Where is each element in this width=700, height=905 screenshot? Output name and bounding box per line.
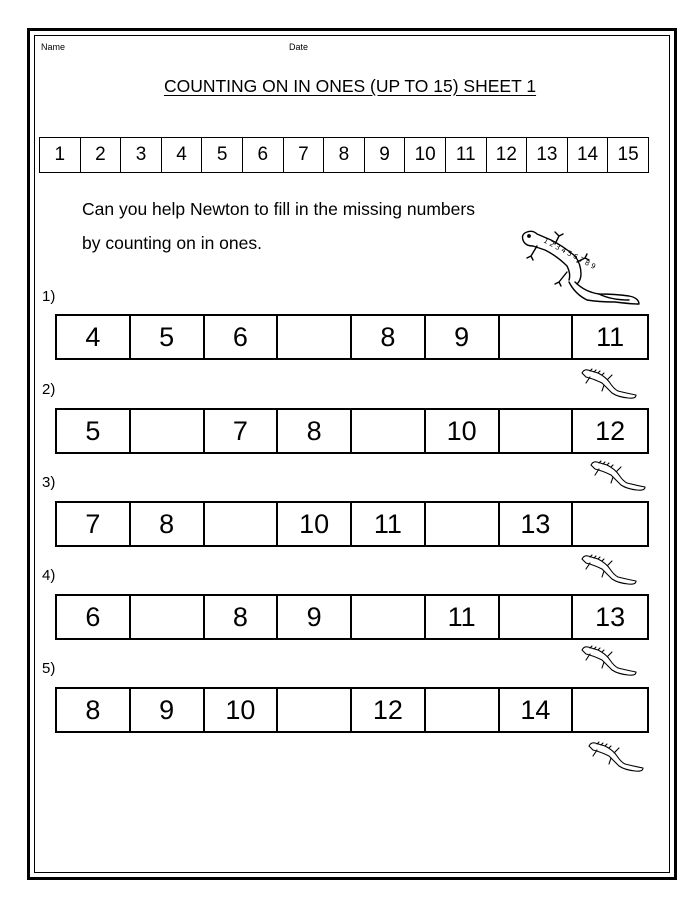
number-box: 14 bbox=[500, 689, 574, 731]
number-box: 8 bbox=[278, 410, 352, 452]
newt-icon bbox=[578, 365, 640, 403]
question-number: 3) bbox=[42, 474, 56, 491]
number-box: 13 bbox=[500, 503, 574, 545]
newt-icon bbox=[578, 551, 640, 589]
number-box: 11 bbox=[596, 321, 625, 352]
number-line-cell: 14 bbox=[568, 138, 609, 172]
number-box: 8 bbox=[352, 316, 426, 358]
name-label: Name bbox=[41, 42, 66, 52]
number-box: 10 bbox=[426, 410, 500, 452]
question-number: 1) bbox=[42, 288, 56, 305]
answer-box[interactable] bbox=[278, 689, 352, 731]
number-box: 7 bbox=[57, 503, 131, 545]
number-line-cell: 13 bbox=[527, 138, 568, 172]
date-label: Date bbox=[289, 42, 309, 52]
answer-box[interactable] bbox=[426, 503, 500, 545]
number-box: 10 bbox=[205, 689, 279, 731]
number-line-cell: 4 bbox=[162, 138, 203, 172]
number-row-2 bbox=[55, 408, 649, 454]
newt-icon bbox=[585, 738, 647, 778]
answer-box[interactable] bbox=[573, 689, 647, 731]
question-number: 2) bbox=[42, 381, 56, 398]
number-box: 12 bbox=[595, 415, 626, 446]
answer-box[interactable] bbox=[278, 316, 352, 358]
instructions bbox=[82, 192, 475, 260]
number-line-cell: 10 bbox=[405, 138, 446, 172]
number-box: 13 bbox=[595, 601, 626, 632]
number-line-cell: 2 bbox=[81, 138, 122, 172]
number-box: 11 bbox=[352, 503, 426, 545]
number-box: 8 bbox=[131, 503, 205, 545]
answer-box[interactable] bbox=[500, 596, 574, 638]
answer-box[interactable] bbox=[131, 596, 205, 638]
number-box: 4 bbox=[57, 316, 131, 358]
number-box: 9 bbox=[278, 596, 352, 638]
newt-icon bbox=[587, 457, 649, 495]
answer-box[interactable] bbox=[500, 410, 574, 452]
number-box: 5 bbox=[57, 410, 131, 452]
number-box: 12 bbox=[352, 689, 426, 731]
answer-box[interactable] bbox=[131, 410, 205, 452]
number-box: 9 bbox=[426, 316, 500, 358]
answer-box[interactable] bbox=[426, 689, 500, 731]
answer-box[interactable] bbox=[573, 503, 647, 545]
number-row-4 bbox=[55, 594, 649, 640]
newt-icon bbox=[578, 642, 640, 680]
number-box: 8 bbox=[205, 596, 279, 638]
answer-box[interactable] bbox=[352, 410, 426, 452]
instructions-line-2: by counting on in ones. bbox=[82, 233, 262, 253]
number-box: 8 bbox=[57, 689, 131, 731]
newt-number-label: 1 2 3 4 5 6 7 8 9 bbox=[542, 236, 597, 271]
number-line-cell: 7 bbox=[284, 138, 325, 172]
number-line bbox=[39, 137, 649, 173]
number-box: 10 bbox=[278, 503, 352, 545]
answer-box[interactable] bbox=[352, 596, 426, 638]
question-number: 4) bbox=[42, 567, 56, 584]
answer-box[interactable] bbox=[500, 316, 574, 358]
worksheet-title: COUNTING ON IN ONES (UP TO 15) SHEET 1 bbox=[163, 76, 537, 96]
number-line-cell: 3 bbox=[121, 138, 162, 172]
number-line-cell: 9 bbox=[365, 138, 406, 172]
instructions-line-1: Can you help Newton to fill in the missing numbers bbox=[82, 199, 475, 219]
number-box: 5 bbox=[131, 316, 205, 358]
number-box: 6 bbox=[57, 596, 131, 638]
number-box: 11 bbox=[426, 596, 500, 638]
newt-icon bbox=[515, 222, 645, 312]
number-box: 6 bbox=[205, 316, 279, 358]
number-row-3 bbox=[55, 501, 649, 547]
number-line-cell: 1 bbox=[40, 138, 81, 172]
question-number: 5) bbox=[42, 660, 56, 677]
number-row-1 bbox=[55, 314, 649, 360]
number-line-cell: 5 bbox=[202, 138, 243, 172]
number-box: 7 bbox=[205, 410, 279, 452]
number-line-cell: 12 bbox=[487, 138, 528, 172]
number-box: 9 bbox=[131, 689, 205, 731]
number-row-5 bbox=[55, 687, 649, 733]
answer-box[interactable] bbox=[205, 503, 279, 545]
number-line-cell: 6 bbox=[243, 138, 284, 172]
number-line-cell: 15 bbox=[608, 138, 649, 172]
number-line-cell: 11 bbox=[446, 138, 487, 172]
number-line-cell: 8 bbox=[324, 138, 365, 172]
